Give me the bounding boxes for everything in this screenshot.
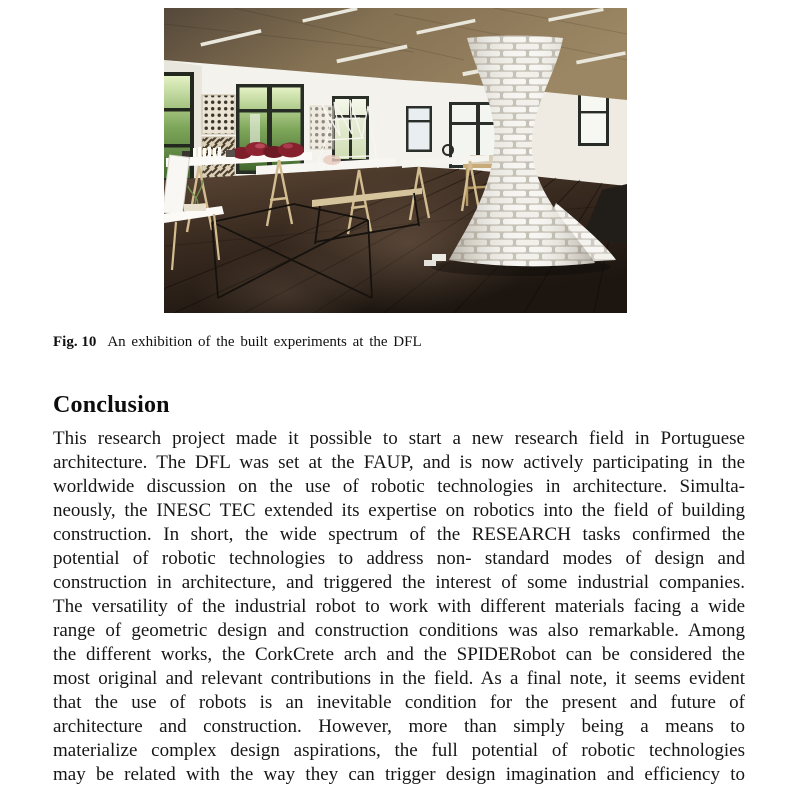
conclusion-paragraph bbox=[53, 427, 745, 787]
paragraph-line: neously, the INESC TEC extended its expertise on robotics into the field of building bbox=[53, 500, 745, 521]
paragraph-line: range of geometric design and construction conditions was also remarkable. Among bbox=[53, 620, 745, 641]
figure-caption-text: An exhibition of the built experiments at the DFL bbox=[107, 334, 422, 350]
paragraph-line: may be related with the way they can trigger design imagination and efficiency to bbox=[53, 764, 745, 785]
window bbox=[406, 106, 432, 152]
figure-photo bbox=[164, 8, 627, 313]
paragraph-line: that the use of robots is an inevitable condition for the present and future of bbox=[53, 692, 745, 713]
paragraph-line: This research project made it possible to start a new research field in Portuguese bbox=[53, 428, 745, 449]
paragraph-line: architecture and construction. However, more than simply being a means to bbox=[53, 716, 745, 737]
paragraph-line: construction. In short, the wide spectrum of the RESEARCH tasks confirmed the bbox=[53, 524, 745, 545]
paragraph-line: construction in architecture, and triggered the interest of some industrial companies. bbox=[53, 572, 745, 593]
paragraph-line: architecture. The DFL was set at the FAUP, and is now actively participating in the bbox=[53, 452, 745, 473]
paragraph-line: materialize complex design aspirations, the full potential of robotic technologies bbox=[53, 740, 745, 761]
figure-caption-label: Fig. 10 bbox=[53, 334, 97, 350]
paragraph-line: The versatility of the industrial robot to work with different materials facing a wide bbox=[53, 596, 745, 617]
photo-scene bbox=[164, 8, 627, 313]
section-heading: Conclusion bbox=[53, 391, 170, 418]
paragraph-line: potential of robotic technologies to address non- standard modes of design and bbox=[53, 548, 745, 569]
paragraph-line: worldwide discussion on the use of robotic technologies in architecture. Simulta- bbox=[53, 476, 745, 497]
paragraph-line: the different works, the CorkCrete arch and the SPIDERobot can be considered the bbox=[53, 644, 745, 665]
figure-caption bbox=[53, 333, 753, 351]
window bbox=[578, 92, 609, 146]
paragraph-line: most original and relevant contributions in the field. As a final note, it seems evident bbox=[53, 668, 745, 689]
